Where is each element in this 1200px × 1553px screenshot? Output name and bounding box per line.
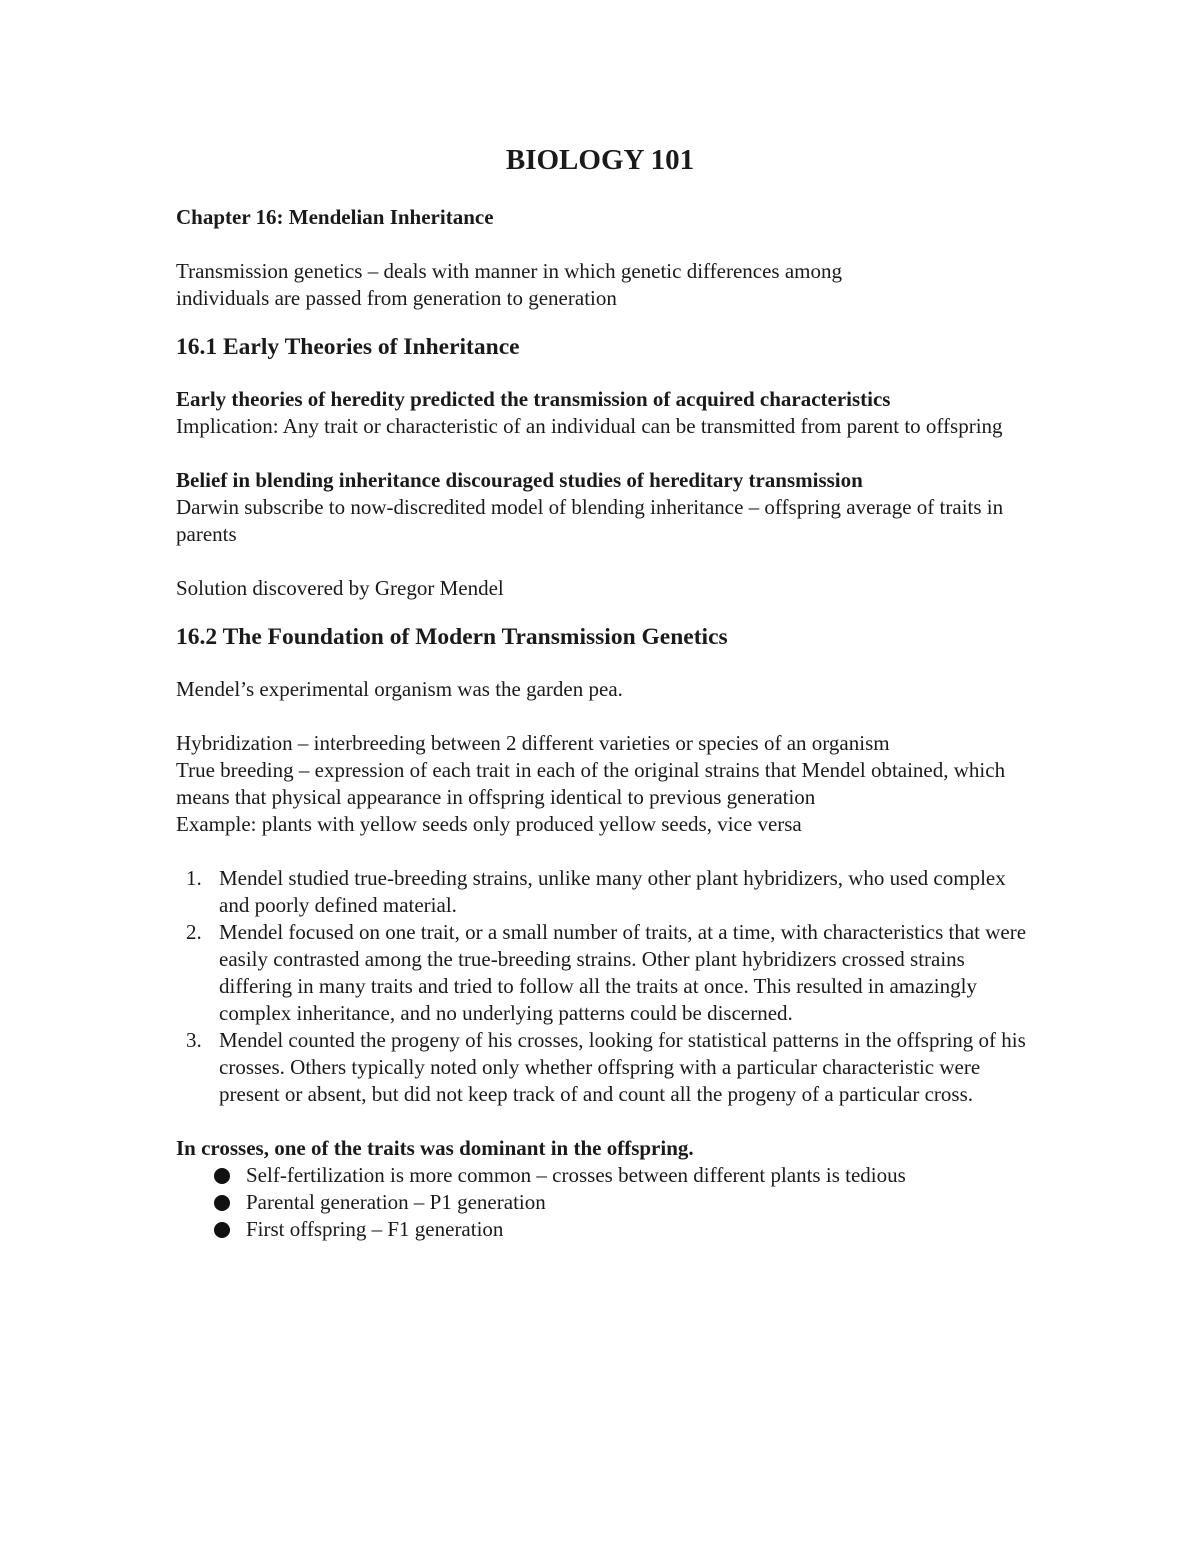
bullet-item — [176, 1162, 1036, 1189]
subheading-acquired-characteristics: Early theories of heredity predicted the transmission of acquired characteristics — [176, 387, 891, 411]
document-title: BIOLOGY 101 — [505, 144, 695, 176]
subheading-dominant-traits: In crosses, one of the traits was dominant in the offspring. — [176, 1136, 694, 1160]
bullet-icon — [214, 1168, 230, 1184]
paragraph-example: Example: plants with yellow seeds only produced yellow seeds, vice versa — [176, 812, 802, 836]
bullet-item — [176, 1216, 1036, 1243]
list-item-text: Mendel studied true-breeding strains, unlike many other plant hybridizers, who used complex and poorly defined material. — [219, 866, 1006, 917]
intro-line-2: individuals are passed from generation to generation — [176, 286, 617, 310]
paragraph-organism: Mendel’s experimental organism was the garden pea. — [176, 677, 623, 701]
paragraph-solution: Solution discovered by Gregor Mendel — [176, 576, 504, 600]
list-item-text: Mendel focused on one trait, or a small number of traits, at a time, with characteristics that were easily contrasted among the true-breeding strains. Other plant hybridizers crossed strains differing in many traits and tried to follow all the traits at once. This resulted in amazingly complex inheritance, and no underlying patterns could be discerned. — [219, 920, 1027, 1025]
list-number: 1. — [186, 866, 202, 890]
bullet-list — [176, 1162, 1036, 1243]
paragraph-true-breeding: True breeding – expression of each trait in each of the original strains that Mendel obtained, which means that physical appearance in offspring identical to previous generation — [176, 758, 1006, 809]
bullet-text: Self-fertilization is more common – crosses between different plants is tedious — [246, 1163, 906, 1187]
section-heading-16-1: 16.1 Early Theories of Inheritance — [176, 334, 520, 360]
list-item — [176, 1027, 1036, 1108]
list-item-text: Mendel counted the progeny of his crosses, looking for statistical patterns in the offspring of his crosses. Others typically noted only whether offspring with a particular characteristic were present or absent, but did not keep track of and count all the progeny of a particular cross. — [219, 1028, 1026, 1106]
list-number: 2. — [186, 920, 202, 944]
bullet-text: Parental generation – P1 generation — [246, 1190, 546, 1214]
chapter-heading: Chapter 16: Mendelian Inheritance — [176, 205, 494, 229]
bullet-icon — [214, 1222, 230, 1238]
bullet-item — [176, 1189, 1036, 1216]
document-body — [176, 204, 1036, 1243]
section-heading-16-2: 16.2 The Foundation of Modern Transmission Genetics — [176, 624, 728, 650]
intro-line-1: Transmission genetics – deals with manner in which genetic differences among — [176, 259, 843, 283]
paragraph-hybridization: Hybridization – interbreeding between 2 different varieties or species of an organism — [176, 731, 890, 755]
bullet-text: First offspring – F1 generation — [246, 1217, 504, 1241]
paragraph-darwin: Darwin subscribe to now-discredited model of blending inheritance – offspring average of traits in parents — [176, 495, 1004, 546]
bullet-icon — [214, 1195, 230, 1211]
list-item — [176, 919, 1036, 1027]
list-number: 3. — [186, 1028, 202, 1052]
list-item — [176, 865, 1036, 919]
paragraph-implication: Implication: Any trait or characteristic of an individual can be transmitted from parent to offspring — [176, 414, 1003, 438]
subheading-blending-inheritance: Belief in blending inheritance discouraged studies of hereditary transmission — [176, 468, 863, 492]
numbered-list — [176, 865, 1036, 1108]
